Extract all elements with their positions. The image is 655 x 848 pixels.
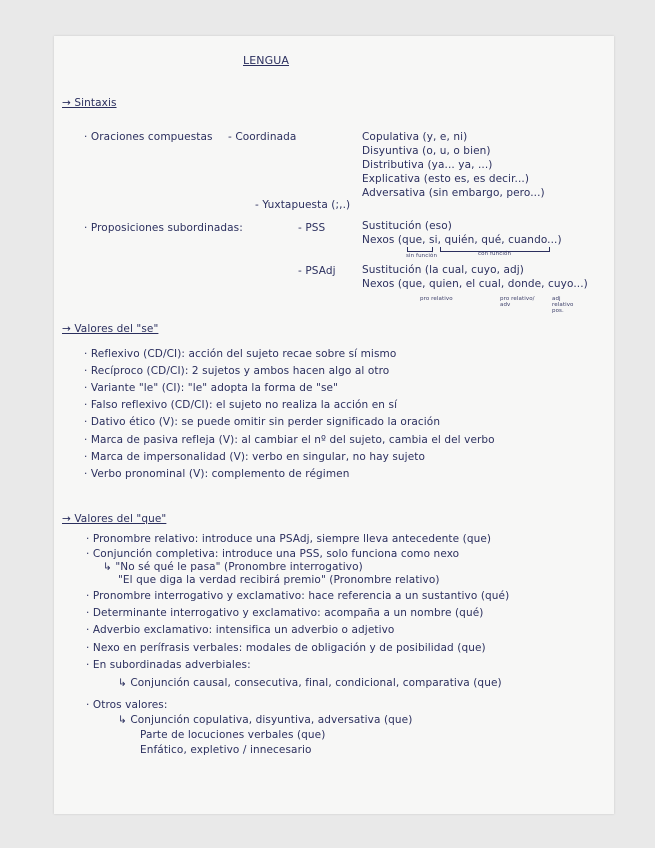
se-item: · Recíproco (CD/CI): 2 sujetos y ambos hacen algo al otro — [84, 365, 390, 377]
que-item: · En subordinadas adverbiales: — [86, 659, 251, 671]
coord-type: Disyuntiva (o, u, o bien) — [362, 145, 491, 157]
yuxtapuesta: - Yuxtapuesta (;,.) — [255, 199, 351, 211]
coord-type: Adversativa (sin embargo, pero...) — [362, 187, 545, 199]
note: pro relativo — [420, 296, 453, 302]
heading-que: → Valores del "que" — [62, 513, 167, 525]
que-item: ↳ "No sé qué le pasa" (Pronombre interrogativo) — [103, 561, 363, 573]
coord-type: Distributiva (ya... ya, ...) — [362, 159, 493, 171]
que-item: · Nexo en perífrasis verbales: modales de obligación y de posibilidad (que) — [86, 642, 486, 654]
note: con función — [478, 251, 512, 257]
que-item: "El que diga la verdad recibirá premio" (Pronombre relativo) — [118, 574, 440, 586]
se-item: · Variante "le" (CI): "le" adopta la forma de "se" — [84, 382, 339, 394]
psadj-line: Sustitución (la cual, cuyo, adj) — [362, 264, 524, 276]
que-item: Enfático, expletivo / innecesario — [140, 744, 312, 756]
proposiciones-subordinadas: · Proposiciones subordinadas: — [84, 222, 243, 234]
que-item: · Pronombre relativo: introduce una PSAdj, siempre lleva antecedente (que) — [86, 533, 492, 545]
que-item: · Otros valores: — [86, 699, 168, 711]
oraciones-compuestas: · Oraciones compuestas — [84, 131, 213, 143]
que-item: ↳ Conjunción causal, consecutiva, final, condicional, comparativa (que) — [118, 677, 502, 689]
que-item: · Conjunción completiva: introduce una PSS, solo funciona como nexo — [86, 548, 460, 560]
se-item: · Dativo ético (V): se puede omitir sin perder significado la oración — [84, 416, 441, 428]
note: pro relativo/ adv — [500, 296, 535, 308]
coordinada: - Coordinada — [228, 131, 297, 143]
page-title: LENGUA — [243, 54, 290, 67]
se-item: · Falso reflexivo (CD/CI): el sujeto no realiza la acción en sí — [84, 399, 398, 411]
psadj-line: Nexos (que, quien, el cual, donde, cuyo...) — [362, 278, 588, 290]
que-item: · Determinante interrogativo y exclamativo: acompaña a un nombre (qué) — [86, 607, 484, 619]
coord-type: Copulativa (y, e, ni) — [362, 131, 468, 143]
pss-line: Nexos (que, si, quién, qué, cuando...) — [362, 234, 562, 246]
psadj: - PSAdj — [298, 265, 336, 277]
que-item: · Adverbio exclamativo: intensifica un adverbio o adjetivo — [86, 624, 395, 636]
pss: - PSS — [298, 222, 326, 234]
que-item: Parte de locuciones verbales (que) — [140, 729, 326, 741]
que-item: ↳ Conjunción copulativa, disyuntiva, adversativa (que) — [118, 714, 413, 726]
se-item: · Reflexivo (CD/CI): acción del sujeto recae sobre sí mismo — [84, 348, 397, 360]
note: sin función — [406, 253, 438, 259]
que-item: · Pronombre interrogativo y exclamativo: hace referencia a un sustantivo (qué) — [86, 590, 510, 602]
se-item: · Verbo pronominal (V): complemento de régimen — [84, 468, 350, 480]
se-item: · Marca de impersonalidad (V): verbo en singular, no hay sujeto — [84, 451, 425, 463]
se-item: · Marca de pasiva refleja (V): al cambiar el nº del sujeto, cambia el del verbo — [84, 434, 495, 446]
heading-sintaxis: → Sintaxis — [62, 97, 117, 109]
pss-line: Sustitución (eso) — [362, 220, 452, 232]
coord-type: Explicativa (esto es, es decir...) — [362, 173, 530, 185]
note: adj relativo pos. — [552, 296, 574, 314]
heading-se: → Valores del "se" — [62, 323, 159, 335]
